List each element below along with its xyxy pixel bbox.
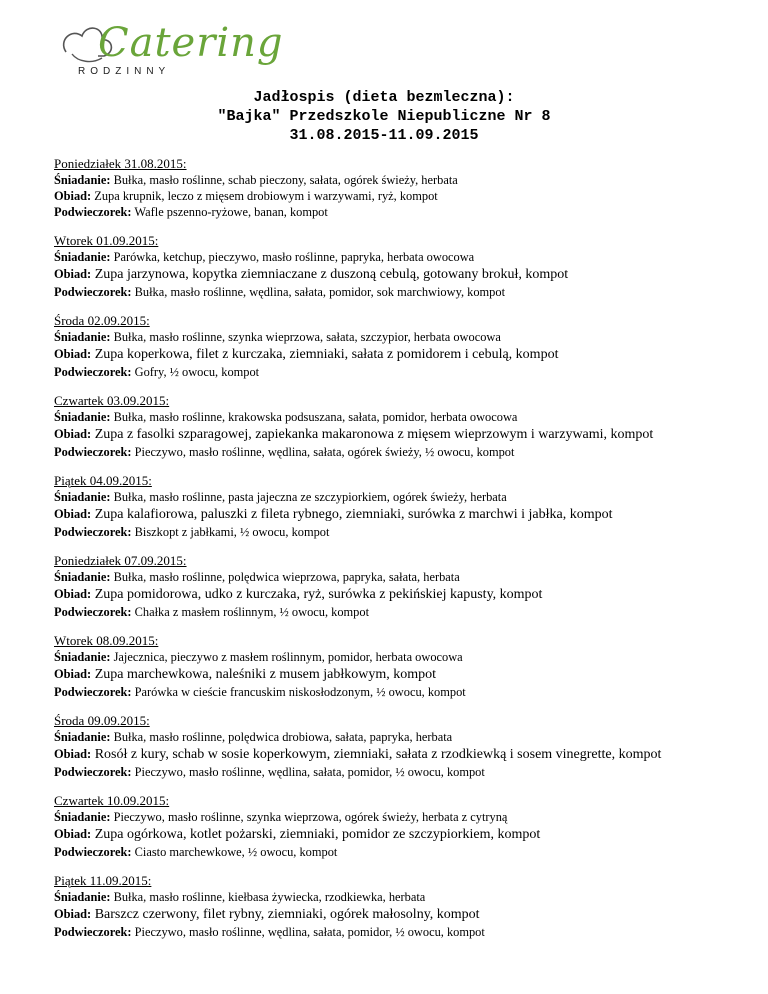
breakfast-line — [54, 172, 714, 188]
snack-text: Ciasto marchewkowe, ½ owocu, kompot — [134, 845, 338, 859]
lunch-text: Rosół z kury, schab w sosie koperkowym, ziemniaki, sałata z rzodkiewką i sosem vinegrette, kompot — [94, 747, 662, 762]
day-block — [54, 233, 714, 300]
breakfast-text: Bułka, masło roślinne, polędwica wieprzowa, papryka, sałata, herbata — [113, 570, 460, 584]
snack-text: Chałka z masłem roślinnym, ½ owocu, kompot — [134, 605, 370, 619]
day-list — [54, 156, 714, 953]
snack-label: Podwieczorek: — [54, 365, 132, 379]
breakfast-label: Śniadanie: — [54, 570, 111, 584]
lunch-line — [54, 665, 714, 684]
breakfast-text: Bułka, masło roślinne, szynka wieprzowa, sałata, szczypior, herbata owocowa — [113, 330, 501, 344]
snack-text: Pieczywo, masło roślinne, wędlina, sałata, ogórek świeży, ½ owocu, kompot — [134, 445, 515, 459]
day-title: Piątek 11.09.2015: — [54, 873, 152, 888]
day-title: Poniedziałek 07.09.2015: — [54, 553, 187, 568]
snack-line — [54, 604, 714, 620]
snack-text: Wafle pszenno-ryżowe, banan, kompot — [134, 205, 328, 219]
snack-line — [54, 684, 714, 700]
lunch-line — [54, 265, 714, 284]
lunch-label: Obiad: — [54, 907, 92, 921]
day-title: Czwartek 10.09.2015: — [54, 793, 170, 808]
breakfast-line — [54, 809, 714, 825]
breakfast-text: Pieczywo, masło roślinne, szynka wieprzowa, ogórek świeży, herbata z cytryną — [113, 810, 508, 824]
day-block — [54, 713, 714, 780]
snack-line — [54, 764, 714, 780]
breakfast-line — [54, 249, 714, 265]
day-block — [54, 553, 714, 620]
lunch-text: Zupa z fasolki szparagowej, zapiekanka makaronowa z mięsem wieprzowym i warzywami, kompot — [94, 427, 654, 442]
snack-label: Podwieczorek: — [54, 445, 132, 459]
lunch-text: Zupa marchewkowa, naleśniki z musem jabłkowym, kompot — [94, 667, 437, 682]
day-title: Piątek 04.09.2015: — [54, 473, 152, 488]
menu-title — [0, 88, 768, 145]
lunch-line — [54, 825, 714, 844]
logo-subtitle: RODZINNY — [78, 66, 171, 77]
breakfast-line — [54, 649, 714, 665]
snack-label: Podwieczorek: — [54, 765, 132, 779]
day-block — [54, 473, 714, 540]
breakfast-line — [54, 489, 714, 505]
day-block — [54, 156, 714, 220]
lunch-label: Obiad: — [54, 427, 92, 441]
lunch-label: Obiad: — [54, 587, 92, 601]
lunch-label: Obiad: — [54, 347, 92, 361]
breakfast-text: Jajecznica, pieczywo z masłem roślinnym, pomidor, herbata owocowa — [113, 650, 463, 664]
lunch-text: Barszcz czerwony, filet rybny, ziemniaki, ogórek małosolny, kompot — [94, 907, 480, 922]
lunch-text: Zupa kalafiorowa, paluszki z fileta rybnego, ziemniaki, surówka z marchwi i jabłka, kompot — [94, 507, 613, 522]
lunch-line — [54, 585, 714, 604]
breakfast-line — [54, 409, 714, 425]
breakfast-label: Śniadanie: — [54, 730, 111, 744]
snack-line — [54, 924, 714, 940]
snack-line — [54, 204, 714, 220]
snack-label: Podwieczorek: — [54, 845, 132, 859]
lunch-text: Zupa krupnik, leczo z mięsem drobiowym i warzywami, ryż, kompot — [94, 189, 438, 203]
breakfast-text: Bułka, masło roślinne, polędwica drobiowa, sałata, papryka, herbata — [113, 730, 453, 744]
lunch-label: Obiad: — [54, 747, 92, 761]
snack-label: Podwieczorek: — [54, 925, 132, 939]
lunch-text: Zupa koperkowa, filet z kurczaka, ziemniaki, sałata z pomidorem i cebulą, kompot — [94, 347, 559, 362]
day-title: Środa 09.09.2015: — [54, 713, 150, 728]
breakfast-line — [54, 729, 714, 745]
snack-line — [54, 364, 714, 380]
snack-text: Pieczywo, masło roślinne, wędlina, sałata, pomidor, ½ owocu, kompot — [134, 925, 485, 939]
snack-text: Gofry, ½ owocu, kompot — [134, 365, 260, 379]
day-title: Wtorek 01.09.2015: — [54, 233, 159, 248]
day-title: Środa 02.09.2015: — [54, 313, 150, 328]
day-title: Wtorek 08.09.2015: — [54, 633, 159, 648]
logo-word: Catering — [98, 20, 284, 66]
breakfast-line — [54, 569, 714, 585]
snack-label: Podwieczorek: — [54, 685, 132, 699]
lunch-line — [54, 345, 714, 364]
lunch-label: Obiad: — [54, 189, 92, 203]
breakfast-text: Bułka, masło roślinne, krakowska podsuszana, sałata, pomidor, herbata owocowa — [113, 410, 518, 424]
lunch-label: Obiad: — [54, 667, 92, 681]
day-title: Poniedziałek 31.08.2015: — [54, 156, 187, 171]
title-line-2: "Bajka" Przedszkole Niepubliczne Nr 8 — [217, 108, 551, 125]
snack-label: Podwieczorek: — [54, 525, 132, 539]
lunch-label: Obiad: — [54, 827, 92, 841]
snack-line — [54, 284, 714, 300]
title-line-3: 31.08.2015-11.09.2015 — [289, 127, 479, 144]
day-block — [54, 793, 714, 860]
breakfast-label: Śniadanie: — [54, 810, 111, 824]
snack-label: Podwieczorek: — [54, 285, 132, 299]
day-block — [54, 393, 714, 460]
snack-text: Parówka w cieście francuskim niskosłodzonym, ½ owocu, kompot — [134, 685, 466, 699]
breakfast-label: Śniadanie: — [54, 173, 111, 187]
snack-line — [54, 444, 714, 460]
day-block — [54, 873, 714, 940]
breakfast-label: Śniadanie: — [54, 650, 111, 664]
breakfast-text: Parówka, ketchup, pieczywo, masło roślinne, papryka, herbata owocowa — [113, 250, 475, 264]
lunch-line — [54, 188, 714, 204]
lunch-line — [54, 745, 714, 764]
breakfast-label: Śniadanie: — [54, 890, 111, 904]
lunch-label: Obiad: — [54, 267, 92, 281]
breakfast-label: Śniadanie: — [54, 330, 111, 344]
breakfast-label: Śniadanie: — [54, 250, 111, 264]
lunch-line — [54, 905, 714, 924]
breakfast-line — [54, 889, 714, 905]
day-title: Czwartek 03.09.2015: — [54, 393, 170, 408]
breakfast-label: Śniadanie: — [54, 410, 111, 424]
snack-label: Podwieczorek: — [54, 605, 132, 619]
title-line-1: Jadłospis (dieta bezmleczna): — [253, 89, 515, 106]
snack-label: Podwieczorek: — [54, 205, 132, 219]
day-block — [54, 633, 714, 700]
catering-logo — [58, 20, 284, 84]
breakfast-text: Bułka, masło roślinne, schab pieczony, sałata, ogórek świeży, herbata — [113, 173, 458, 187]
snack-text: Biszkopt z jabłkami, ½ owocu, kompot — [134, 525, 330, 539]
lunch-text: Zupa ogórkowa, kotlet pożarski, ziemniaki, pomidor ze szczypiorkiem, kompot — [94, 827, 541, 842]
snack-text: Bułka, masło roślinne, wędlina, sałata, pomidor, sok marchwiowy, kompot — [134, 285, 506, 299]
lunch-line — [54, 505, 714, 524]
breakfast-text: Bułka, masło roślinne, kiełbasa żywiecka, rzodkiewka, herbata — [113, 890, 426, 904]
snack-line — [54, 844, 714, 860]
day-block — [54, 313, 714, 380]
lunch-text: Zupa pomidorowa, udko z kurczaka, ryż, surówka z pekińskiej kapusty, kompot — [94, 587, 543, 602]
breakfast-text: Bułka, masło roślinne, pasta jajeczna ze szczypiorkiem, ogórek świeży, herbata — [113, 490, 507, 504]
breakfast-line — [54, 329, 714, 345]
snack-text: Pieczywo, masło roślinne, wędlina, sałata, pomidor, ½ owocu, kompot — [134, 765, 485, 779]
lunch-text: Zupa jarzynowa, kopytka ziemniaczane z duszoną cebulą, gotowany brokuł, kompot — [94, 267, 569, 282]
snack-line — [54, 524, 714, 540]
breakfast-label: Śniadanie: — [54, 490, 111, 504]
lunch-label: Obiad: — [54, 507, 92, 521]
lunch-line — [54, 425, 714, 444]
